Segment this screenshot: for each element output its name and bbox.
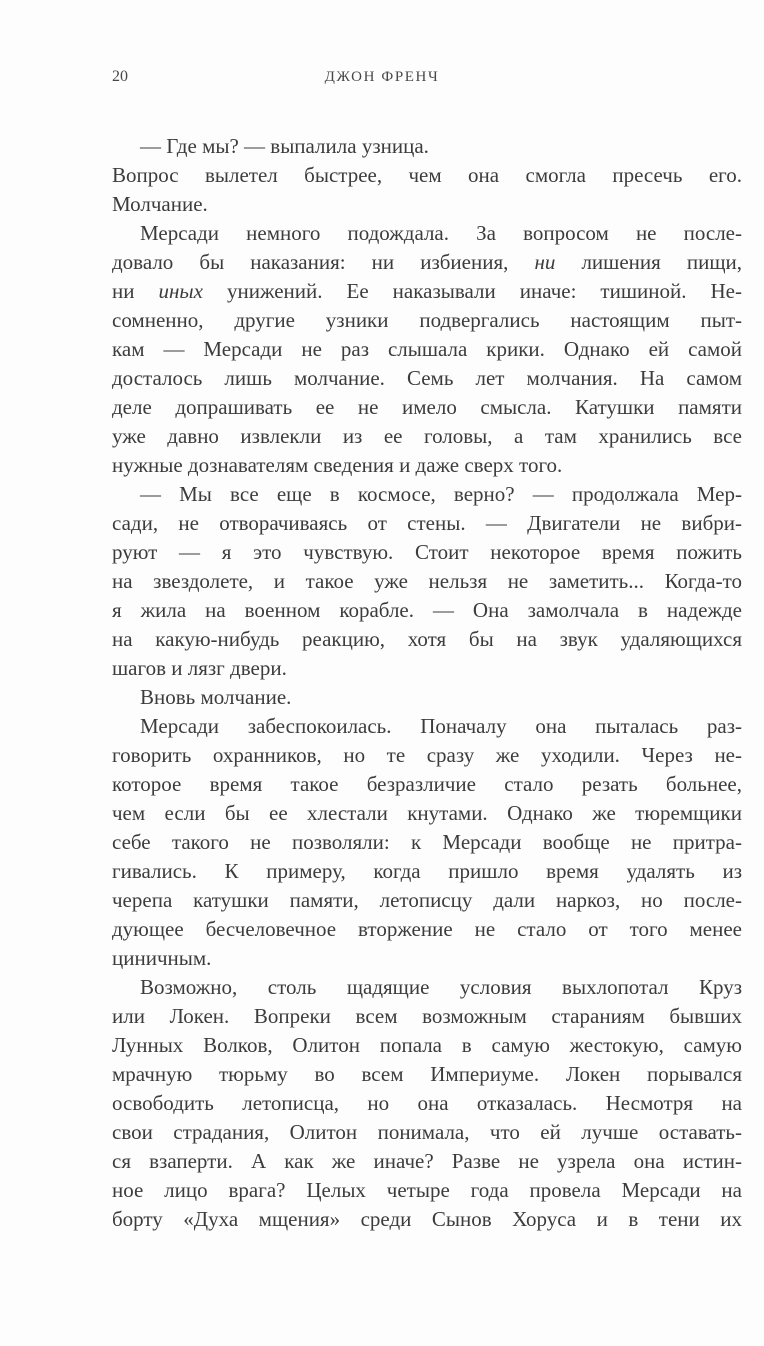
text-segment: говорить охранников, но те сразу же уходили. Через не- bbox=[112, 743, 742, 767]
text-segment: сади, не отворачиваясь от стены. — Двигатели не вибри- bbox=[112, 511, 742, 535]
text-line bbox=[112, 1205, 742, 1234]
text-line bbox=[112, 480, 742, 509]
text-line bbox=[112, 1002, 742, 1031]
text-segment: Возможно, столь щадящие условия выхлопотал Круз bbox=[140, 975, 742, 999]
text-line bbox=[112, 538, 742, 567]
running-title: ДЖОН ФРЕНЧ bbox=[324, 69, 440, 85]
text-line bbox=[112, 1031, 742, 1060]
text-line bbox=[112, 248, 742, 277]
text-line bbox=[112, 190, 742, 219]
text-segment: черепа катушки памяти, летописцу дали наркоз, но после- bbox=[112, 888, 742, 912]
text-segment: Вопрос вылетел быстрее, чем она смогла пресечь его. bbox=[112, 163, 742, 187]
text-segment: нужные дознавателям сведения и даже сверх того. bbox=[112, 453, 563, 477]
text-segment: Молчание. bbox=[112, 192, 208, 216]
text-segment: я жила на военном корабле. — Она замолчала в надежде bbox=[112, 598, 742, 622]
text-segment: ни bbox=[112, 279, 159, 303]
text-segment: сомненно, другие узники подвергались настоящим пыт- bbox=[112, 308, 742, 332]
text-segment: ся взаперти. А как же иначе? Разве не узрела она истин- bbox=[112, 1149, 742, 1173]
text-line bbox=[112, 944, 742, 973]
text-line bbox=[112, 799, 742, 828]
text-segment: чем если бы ее хлестали кнутами. Однако же тюремщики bbox=[112, 801, 742, 825]
text-line bbox=[112, 886, 742, 915]
running-head bbox=[0, 68, 764, 92]
text-line bbox=[112, 596, 742, 625]
text-segment: иных bbox=[158, 279, 203, 303]
text-segment: свои страдания, Олитон понимала, что ей лучше оставать- bbox=[112, 1120, 742, 1144]
text-line bbox=[112, 132, 742, 161]
text-line bbox=[112, 1176, 742, 1205]
text-line bbox=[112, 1060, 742, 1089]
text-line bbox=[112, 1147, 742, 1176]
text-segment: — Где мы? — выпалила узница. bbox=[140, 134, 429, 158]
text-line bbox=[112, 509, 742, 538]
text-line bbox=[112, 1118, 742, 1147]
text-segment: уже давно извлекли из ее головы, а там хранились все bbox=[112, 424, 742, 448]
text-line bbox=[112, 683, 742, 712]
text-line bbox=[112, 364, 742, 393]
text-segment: себе такого не позволяли: к Мерсади вообще не притра- bbox=[112, 830, 742, 854]
text-segment: Лунных Волков, Олитон попала в самую жестокую, самую bbox=[112, 1033, 742, 1057]
text-line bbox=[112, 306, 742, 335]
text-segment: на звездолете, и такое уже нельзя не заметить... Когда-то bbox=[112, 569, 742, 593]
text-segment: Мерсади забеспокоилась. Поначалу она пыталась раз- bbox=[140, 714, 742, 738]
text-segment: лишения пищи, bbox=[555, 250, 742, 274]
text-line bbox=[112, 277, 742, 306]
text-segment: унижений. Ее наказывали иначе: тишиной. Не- bbox=[202, 279, 742, 303]
text-segment: мрачную тюрьму во всем Империуме. Локен порывался bbox=[112, 1062, 742, 1086]
text-segment: освободить летописца, но она отказалась. Несмотря на bbox=[112, 1091, 742, 1115]
text-line bbox=[112, 567, 742, 596]
text-segment: борту «Духа мщения» среди Сынов Хоруса и в тени их bbox=[112, 1207, 742, 1231]
text-segment: Вновь молчание. bbox=[140, 685, 292, 709]
text-segment: деле допрашивать ее не имело смысла. Катушки памяти bbox=[112, 395, 742, 419]
page-number: 20 bbox=[112, 68, 128, 85]
text-line bbox=[112, 770, 742, 799]
text-segment: руют — я это чувствую. Стоит некоторое время пожить bbox=[112, 540, 742, 564]
text-segment: на какую-нибудь реакцию, хотя бы на звук удаляющихся bbox=[112, 627, 742, 651]
text-line bbox=[112, 625, 742, 654]
text-line bbox=[112, 741, 742, 770]
text-line bbox=[112, 219, 742, 248]
text-segment: ни bbox=[534, 250, 556, 274]
text-segment: дующее бесчеловечное вторжение не стало от того менее bbox=[112, 917, 742, 941]
text-line bbox=[112, 828, 742, 857]
text-line bbox=[112, 654, 742, 683]
text-line bbox=[112, 422, 742, 451]
text-segment: ное лицо врага? Целых четыре года провела Мерсади на bbox=[112, 1178, 742, 1202]
text-line bbox=[112, 712, 742, 741]
text-segment: или Локен. Вопреки всем возможным стараниям бывших bbox=[112, 1004, 742, 1028]
text-segment: шагов и лязг двери. bbox=[112, 656, 287, 680]
text-line bbox=[112, 1089, 742, 1118]
text-line bbox=[112, 973, 742, 1002]
text-line bbox=[112, 335, 742, 364]
text-segment: которое время такое безразличие стало резать больнее, bbox=[112, 772, 742, 796]
text-segment: досталось лишь молчание. Семь лет молчания. На самом bbox=[112, 366, 742, 390]
text-segment: циничным. bbox=[112, 946, 212, 970]
text-line bbox=[112, 915, 742, 944]
text-segment: — Мы все еще в космосе, верно? — продолжала Мер- bbox=[140, 482, 742, 506]
text-segment: довало бы наказания: ни избиения, bbox=[112, 250, 535, 274]
text-line bbox=[112, 161, 742, 190]
text-line bbox=[112, 451, 742, 480]
text-segment: кам — Мерсади не раз слышала крики. Однако ей самой bbox=[112, 337, 742, 361]
text-line bbox=[112, 857, 742, 886]
text-line bbox=[112, 393, 742, 422]
text-segment: Мерсади немного подождала. За вопросом не после- bbox=[140, 221, 742, 245]
text-segment: гивались. К примеру, когда пришло время удалять из bbox=[112, 859, 742, 883]
body-text bbox=[112, 132, 742, 1234]
